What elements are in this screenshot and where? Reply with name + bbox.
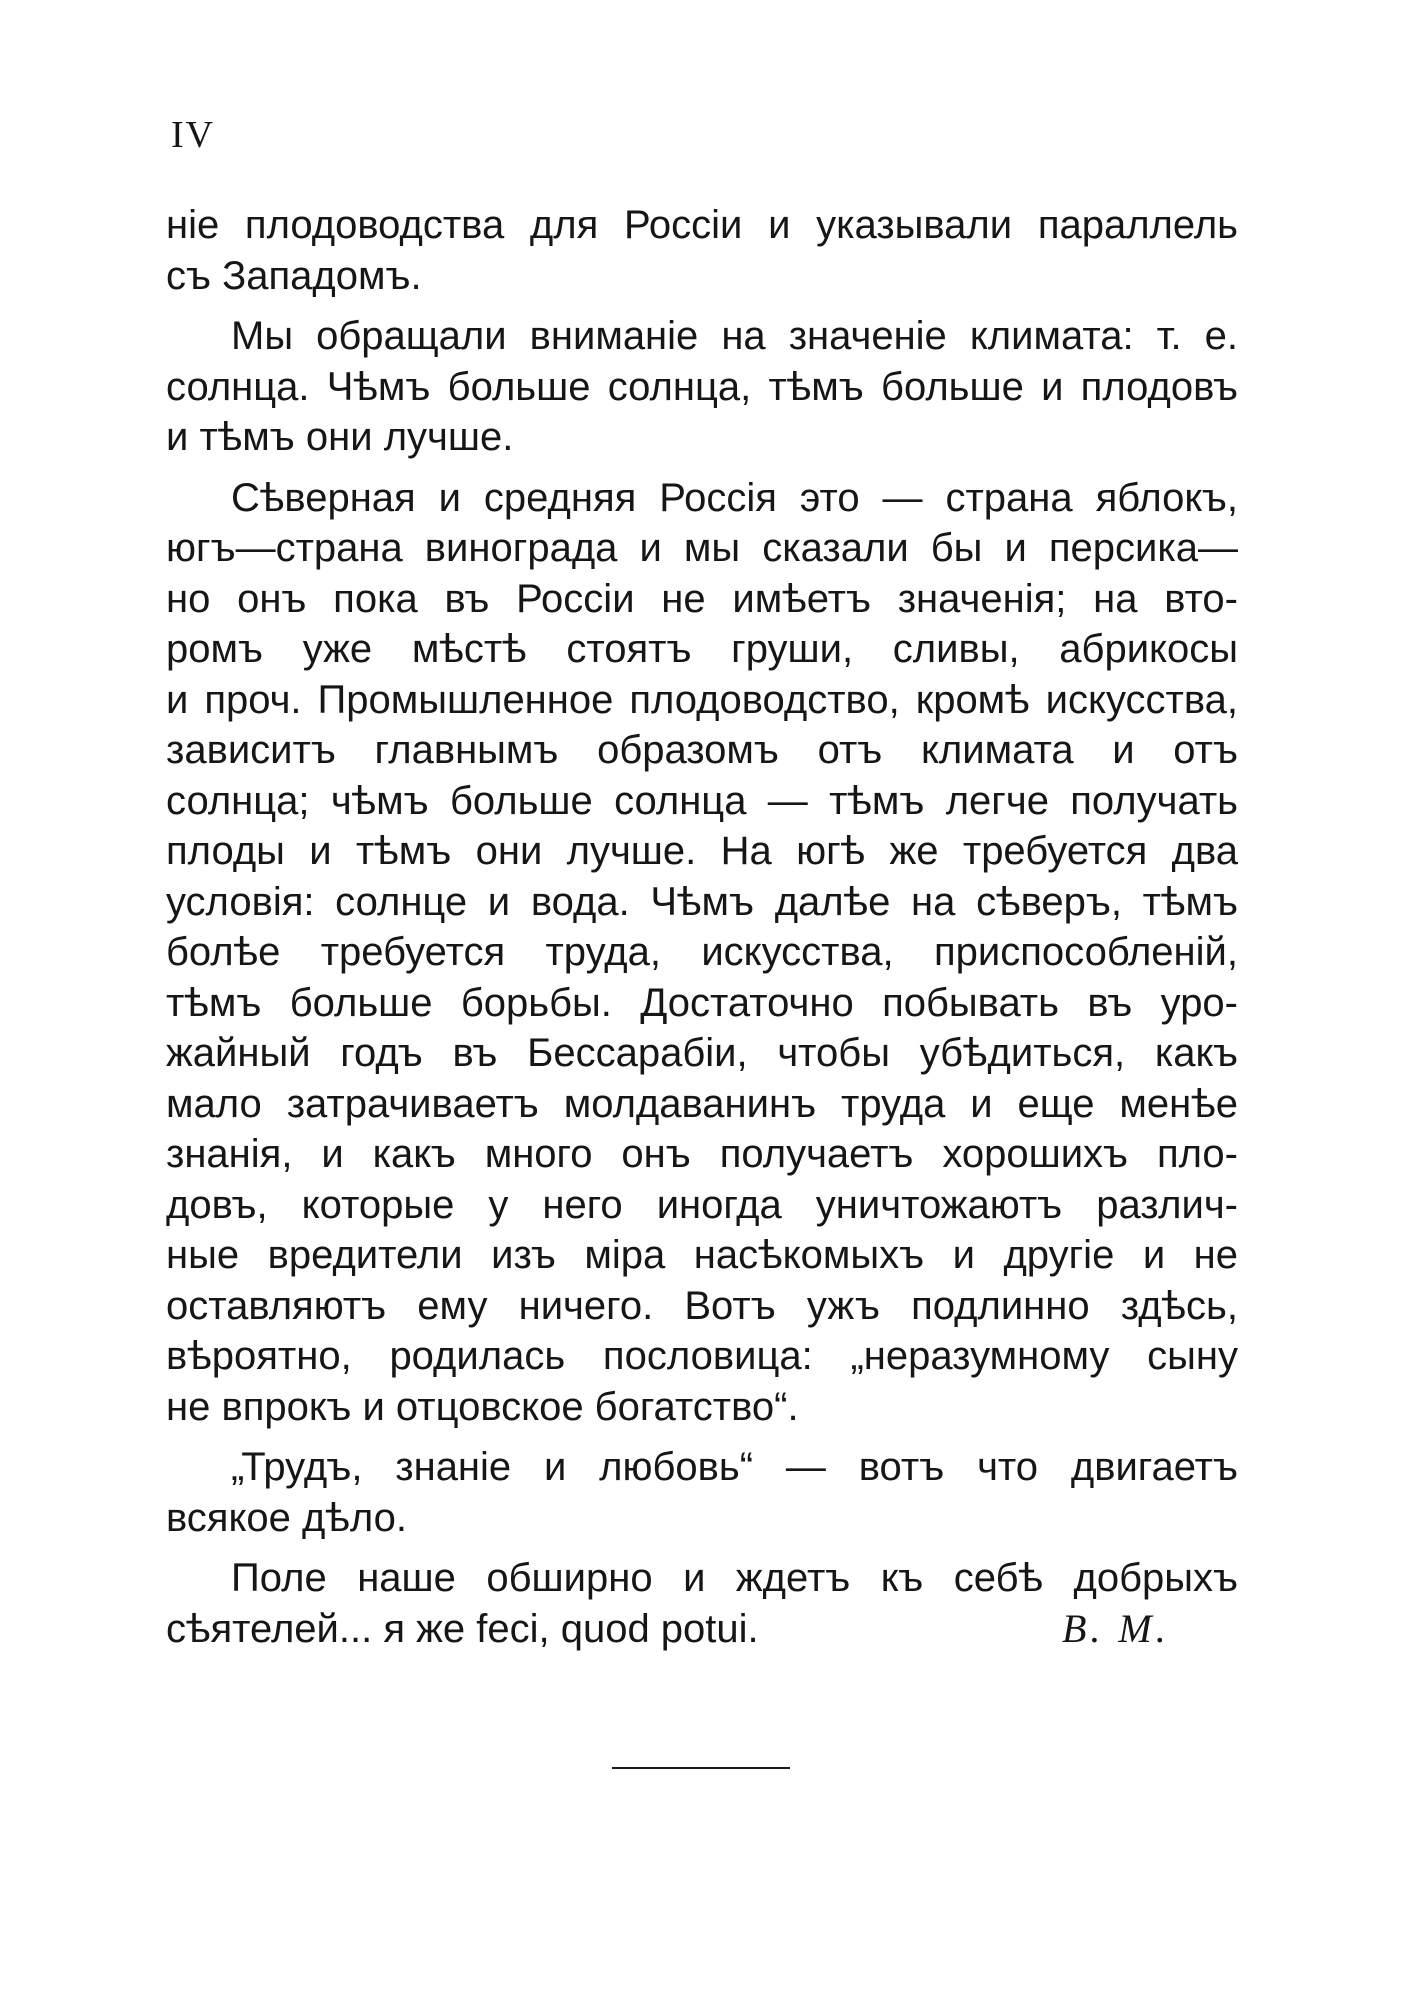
text-line: всякое дѣло.: [166, 1495, 408, 1540]
text-line: и тѣмъ они лучше.: [166, 415, 514, 459]
end-rule: [612, 1767, 790, 1769]
text-line: довъ, которые у него иногда уничтожаютъ различ-: [166, 1182, 1238, 1227]
text-line: солнца; чѣмъ больше солнца — тѣмъ легче получать: [166, 778, 1238, 823]
text-line: болѣе требуется труда, искусства, приспособленій,: [166, 930, 1238, 974]
paragraph: [166, 473, 1238, 1433]
text-line: знанія, и какъ много онъ получаетъ хорошихъ пло-: [166, 1132, 1238, 1176]
text-line: съ Западомъ.: [166, 253, 422, 298]
text-line: Поле наше обширно и ждетъ къ себѣ добрыхъ: [231, 1556, 1238, 1600]
author-signature: В. М.: [1062, 1605, 1170, 1651]
paragraph: [166, 200, 1238, 301]
text-line: югъ—страна винограда и мы сказали бы и персика—: [166, 526, 1238, 570]
text-line: зависитъ главнымъ образомъ отъ климата и отъ: [166, 728, 1238, 772]
paragraph: [166, 1553, 1238, 1654]
page-number: IV: [171, 114, 216, 156]
text-line: „Трудъ, знаніе и любовь“ — вотъ что двигаетъ: [231, 1445, 1238, 1489]
text-line: Сѣверная и средняя Россія это — страна яблокъ,: [231, 475, 1238, 520]
text-line: ромъ уже мѣстѣ стоятъ груши, сливы, абрикосы: [166, 627, 1238, 671]
text-line: оставляютъ ему ничего. Вотъ ужъ подлинно здѣсь,: [166, 1283, 1238, 1328]
text-line: ные вредители изъ міра насѣкомыхъ и другіе и не: [166, 1233, 1238, 1277]
text-line: плоды и тѣмъ они лучше. На югѣ же требуется два: [166, 829, 1238, 873]
text-line: условія: солнце и вода. Чѣмъ далѣе на сѣверъ, тѣмъ: [166, 879, 1238, 924]
text-line: ніе плодоводства для Россіи и указывали параллель: [166, 203, 1238, 247]
text-line: тѣмъ больше борьбы. Достаточно побывать въ уро-: [166, 980, 1238, 1025]
text-line: и проч. Промышленное плодоводство, кромѣ искусства,: [166, 677, 1238, 722]
paragraph: [166, 1442, 1238, 1543]
body-text: [166, 200, 1238, 1654]
text-line: жайный годъ въ Бессарабіи, чтобы убѣдиться, какъ: [166, 1031, 1238, 1075]
text-line: мало затрачиваетъ молдаванинъ труда и еще менѣе: [166, 1081, 1238, 1126]
text-line: вѣроятно, родилась пословица: „неразумному сыну: [166, 1334, 1238, 1378]
text-line: не впрокъ и отцовское богатство“.: [166, 1384, 799, 1429]
paragraph: [166, 311, 1238, 463]
text-line: сѣятелей... я же feci, quod potui.: [166, 1606, 759, 1651]
text-line: Мы обращали вниманіе на значеніе климата: т. е.: [231, 314, 1238, 358]
text-line: солнца. Чѣмъ больше солнца, тѣмъ больше и плодовъ: [166, 364, 1238, 409]
text-line: но онъ пока въ Россіи не имѣетъ значенія; на вто-: [166, 576, 1238, 621]
